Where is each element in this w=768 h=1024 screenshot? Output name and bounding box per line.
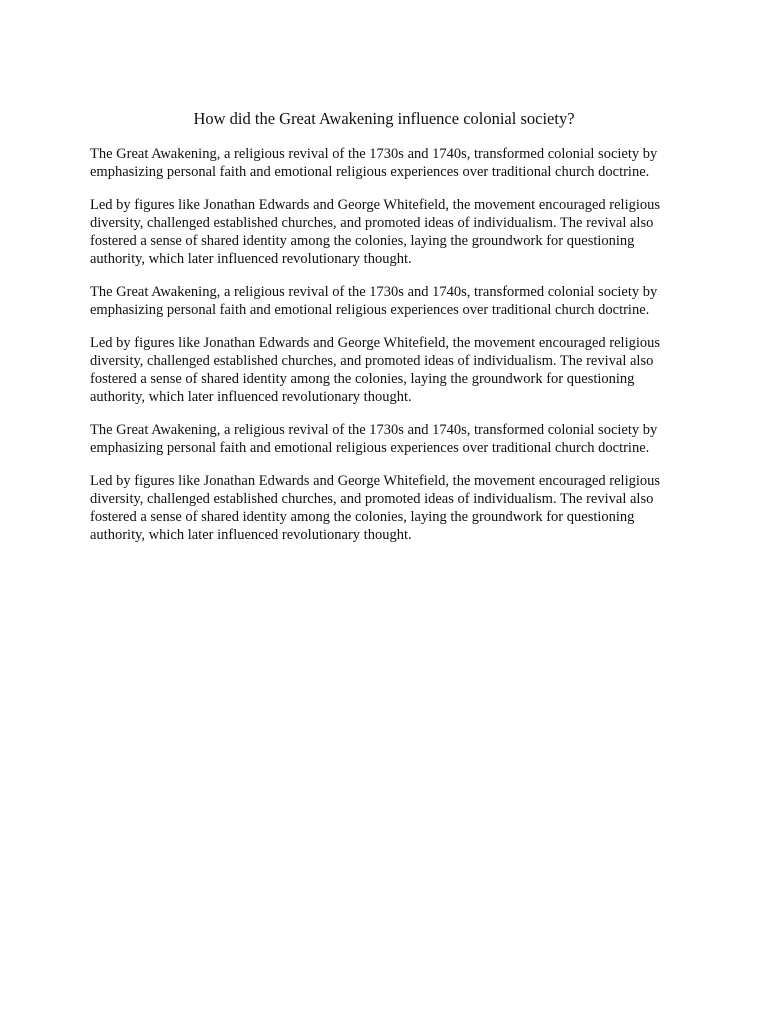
document-body [90, 145, 670, 559]
paragraph: The Great Awakening, a religious revival of the 1730s and 1740s, transformed colonial society by emphasizing personal faith and emotional religious experiences over traditional church doctrine. [90, 284, 658, 318]
paragraph: Led by figures like Jonathan Edwards and George Whitefield, the movement encouraged religious diversity, challenged established churches, and promoted ideas of individualism. The revival also fostered a sense of shared identity among the colonies, laying the groundwork for questioning authority, which later influenced revolutionary thought. [90, 197, 661, 267]
paragraph: Led by figures like Jonathan Edwards and George Whitefield, the movement encouraged religious diversity, challenged established churches, and promoted ideas of individualism. The revival also fostered a sense of shared identity among the colonies, laying the groundwork for questioning authority, which later influenced revolutionary thought. [90, 473, 661, 543]
paragraph: The Great Awakening, a religious revival of the 1730s and 1740s, transformed colonial society by emphasizing personal faith and emotional religious experiences over traditional church doctrine. [90, 422, 658, 456]
document-title: How did the Great Awakening influence colonial society? [193, 109, 575, 128]
paragraph: Led by figures like Jonathan Edwards and George Whitefield, the movement encouraged religious diversity, challenged established churches, and promoted ideas of individualism. The revival also fostered a sense of shared identity among the colonies, laying the groundwork for questioning authority, which later influenced revolutionary thought. [90, 335, 661, 405]
paragraph: The Great Awakening, a religious revival of the 1730s and 1740s, transformed colonial society by emphasizing personal faith and emotional religious experiences over traditional church doctrine. [90, 146, 658, 180]
